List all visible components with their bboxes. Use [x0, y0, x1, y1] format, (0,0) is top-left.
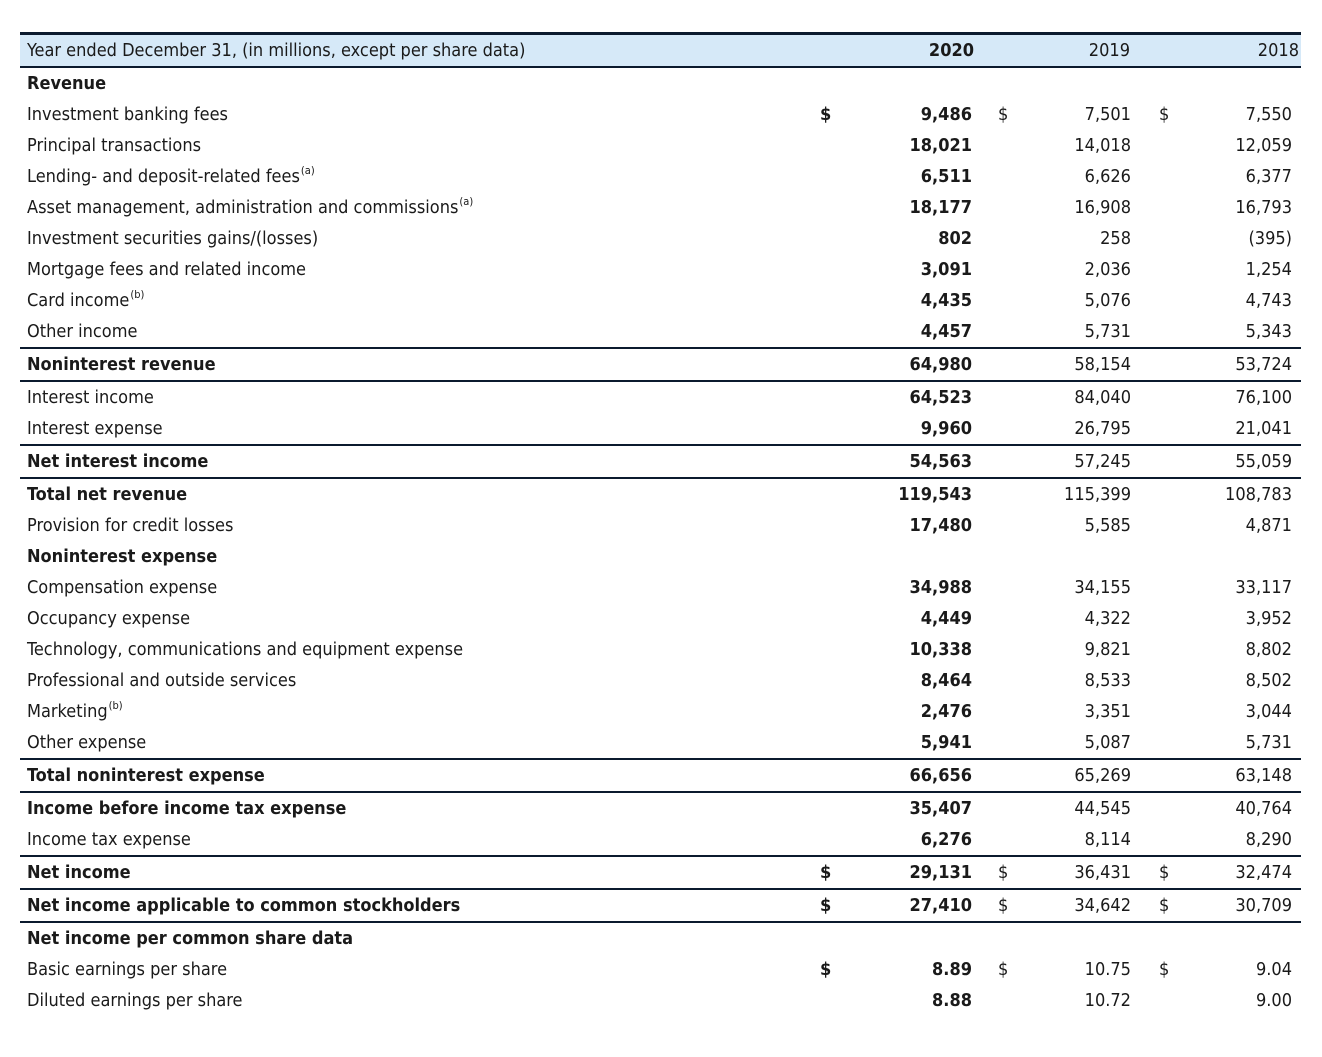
row-label-text: Technology, communications and equipment expense: [27, 639, 464, 660]
table-row: [20, 603, 1301, 634]
dollar-sign: [1133, 759, 1173, 792]
value-2018: 21,041: [1173, 413, 1301, 445]
dollar-sign: $: [998, 959, 1009, 980]
value-2019: 57,245: [1018, 445, 1133, 478]
row-label-text: Occupancy expense: [27, 608, 191, 629]
row-label-interest-income: [20, 381, 820, 413]
value-2020: 4,449: [920, 608, 972, 629]
row-label-card-income: [20, 285, 820, 316]
dollar-sign: [1133, 727, 1173, 759]
value-2018: [1173, 541, 1301, 572]
value-2020: 8,464: [920, 670, 972, 691]
dollar-sign: [820, 727, 860, 759]
value-2019: 115,399: [1064, 484, 1131, 505]
dollar-sign: [974, 922, 1018, 954]
dollar-sign: [820, 67, 860, 99]
dollar-sign: [1133, 696, 1173, 727]
dollar-sign: [820, 223, 860, 254]
row-label-text: Total noninterest expense: [27, 765, 265, 786]
row-label-text: Compensation expense: [27, 577, 218, 598]
footnote-marker: (b): [130, 288, 145, 301]
dollar-sign: $: [1159, 959, 1170, 980]
value-2020: 8.88: [932, 990, 972, 1011]
table-row: [20, 67, 1301, 99]
dollar-sign: [820, 478, 860, 510]
dollar-sign: [1133, 985, 1173, 1016]
value-2018: [1173, 67, 1301, 99]
table-row: [20, 99, 1301, 130]
value-2018: 40,764: [1235, 798, 1292, 819]
value-2019: 10.72: [1084, 990, 1131, 1011]
value-2019: 6,626: [1084, 166, 1131, 187]
dollar-sign: [974, 254, 1018, 285]
value-2020: 10,338: [909, 639, 972, 660]
row-label-text: Principal transactions: [27, 135, 202, 156]
dollar-sign: [1133, 348, 1173, 381]
value-2018: 33,117: [1235, 577, 1292, 598]
footnote-marker: (b): [108, 699, 123, 712]
row-label-noninterest-expense: [20, 541, 820, 572]
table-row: [20, 316, 1301, 348]
value-2020: 8.89: [932, 959, 972, 980]
value-2018: 8,502: [1245, 670, 1292, 691]
value-2018: 4,743: [1245, 290, 1292, 311]
value-2018: 5,731: [1173, 727, 1301, 759]
value-2019: 4,322: [1084, 608, 1131, 629]
value-2020: [860, 541, 974, 572]
value-2018: 30,709: [1173, 889, 1301, 922]
income-statement-table: [20, 32, 1301, 1016]
row-label-text: Other expense: [27, 732, 147, 753]
value-2019: 258: [1100, 228, 1131, 249]
value-2020: 17,480: [909, 515, 972, 536]
dollar-sign: [974, 316, 1018, 348]
dollar-sign: [1133, 223, 1173, 254]
table-row: [20, 665, 1301, 696]
row-label-text: Interest income: [27, 387, 154, 408]
value-2019: 36,431: [1018, 856, 1133, 889]
table-row: [20, 856, 1301, 889]
value-2019: 10.75: [1084, 959, 1131, 980]
row-label-technology-communications-and-equipment-expense: [20, 634, 820, 665]
row-label-other-expense: [20, 727, 820, 759]
dollar-sign: [820, 665, 860, 696]
dollar-sign: $: [1133, 856, 1173, 889]
row-label-total-net-revenue: [20, 478, 820, 510]
table-row: [20, 541, 1301, 572]
row-label-revenue: [20, 67, 820, 99]
dollar-sign: [1133, 665, 1173, 696]
table-row: [20, 285, 1301, 316]
row-label-net-interest-income: [20, 445, 820, 478]
table-row: [20, 192, 1301, 223]
value-2018: 6,377: [1245, 166, 1292, 187]
dollar-sign: [1133, 792, 1173, 824]
row-label-asset-management-administration-and-commissions: [20, 192, 820, 223]
table-row: [20, 478, 1301, 510]
header-year-2018: 2018: [1173, 34, 1301, 68]
dollar-sign: $: [1133, 889, 1173, 922]
row-label-net-income-per-common-share-data: [20, 922, 820, 954]
value-2019: [1018, 922, 1133, 954]
row-label-text: Income tax expense: [27, 829, 191, 850]
table-row: [20, 510, 1301, 541]
value-2019: 2,036: [1084, 259, 1131, 280]
dollar-sign: [974, 696, 1018, 727]
value-2018: 8,290: [1173, 824, 1301, 856]
row-label-diluted-earnings-per-share: [20, 985, 820, 1016]
dollar-sign: $: [974, 889, 1018, 922]
value-2018: 5,343: [1173, 316, 1301, 348]
dollar-sign: [974, 572, 1018, 603]
table-row: [20, 954, 1301, 985]
dollar-sign: [1133, 541, 1173, 572]
table-row: [20, 348, 1301, 381]
row-label-text: Professional and outside services: [27, 670, 297, 691]
row-label-noninterest-revenue: [20, 348, 820, 381]
value-2020: 64,980: [860, 348, 974, 381]
dollar-sign: [820, 192, 860, 223]
table-row: [20, 759, 1301, 792]
value-2019: 5,731: [1018, 316, 1133, 348]
row-label-other-income: [20, 316, 820, 348]
dollar-sign: [974, 67, 1018, 99]
value-2018: 32,474: [1173, 856, 1301, 889]
value-2018: 3,044: [1245, 701, 1292, 722]
dollar-sign: [1133, 603, 1173, 634]
row-label-net-income: [20, 856, 820, 889]
row-label-text: Diluted earnings per share: [27, 990, 243, 1011]
value-2020: 64,523: [909, 387, 972, 408]
value-2020: 18,021: [909, 135, 972, 156]
dollar-sign: $: [974, 856, 1018, 889]
value-2020: 27,410: [860, 889, 974, 922]
table-row: [20, 985, 1301, 1016]
value-2019: 8,533: [1084, 670, 1131, 691]
value-2018: 1,254: [1245, 259, 1292, 280]
dollar-sign: [974, 192, 1018, 223]
dollar-sign: [820, 572, 860, 603]
dollar-sign: [820, 130, 860, 161]
dollar-sign: [1133, 130, 1173, 161]
table-row: [20, 161, 1301, 192]
value-2020: 54,563: [860, 445, 974, 478]
row-label-income-tax-expense: [20, 824, 820, 856]
value-2018: 9.04: [1255, 959, 1292, 980]
dollar-sign: [820, 413, 860, 445]
dollar-sign: [820, 922, 860, 954]
dollar-sign: [820, 254, 860, 285]
dollar-sign: [820, 348, 860, 381]
dollar-sign: [974, 510, 1018, 541]
value-2020: 34,988: [909, 577, 972, 598]
dollar-sign: [1133, 510, 1173, 541]
dollar-sign: [820, 634, 860, 665]
dollar-sign: [974, 541, 1018, 572]
dollar-sign: [974, 445, 1018, 478]
value-2019: 3,351: [1084, 701, 1131, 722]
value-2020: 29,131: [860, 856, 974, 889]
dollar-sign: $: [820, 959, 832, 980]
dollar-sign: [1133, 634, 1173, 665]
value-2020: 119,543: [898, 484, 972, 505]
value-2018: 53,724: [1173, 348, 1301, 381]
dollar-sign: [974, 634, 1018, 665]
header-year-2020: 2020: [860, 34, 974, 68]
table-row: [20, 696, 1301, 727]
dollar-sign: [974, 413, 1018, 445]
row-label-basic-earnings-per-share: [20, 954, 820, 985]
row-label-net-income-applicable-to-common-stockholders: [20, 889, 820, 922]
dollar-sign: [1133, 192, 1173, 223]
dollar-sign: [1133, 445, 1173, 478]
dollar-sign: [820, 985, 860, 1016]
dollar-sign: [820, 285, 860, 316]
value-2020: [860, 922, 974, 954]
dollar-sign: $: [820, 889, 860, 922]
value-2018: [1173, 922, 1301, 954]
table-header-row: [20, 34, 1301, 68]
value-2018: 4,871: [1245, 515, 1292, 536]
value-2019: [1018, 67, 1133, 99]
value-2020: 35,407: [909, 798, 972, 819]
table-row: [20, 130, 1301, 161]
row-label-mortgage-fees-and-related-income: [20, 254, 820, 285]
value-2020: 66,656: [860, 759, 974, 792]
table-row: [20, 254, 1301, 285]
value-2020: 9,486: [920, 104, 972, 125]
row-label-text: Net income applicable to common stockholders: [27, 895, 461, 916]
value-2019: 5,585: [1084, 515, 1131, 536]
dollar-sign: [974, 161, 1018, 192]
dollar-sign: [820, 792, 860, 824]
value-2020: [860, 67, 974, 99]
dollar-sign: [820, 759, 860, 792]
value-2020: 6,511: [920, 166, 972, 187]
dollar-sign: [974, 381, 1018, 413]
dollar-sign: [820, 445, 860, 478]
row-label-provision-for-credit-losses: [20, 510, 820, 541]
row-label-investment-securities-gains-losses: [20, 223, 820, 254]
value-2019: [1018, 541, 1133, 572]
value-2018: (395): [1248, 228, 1292, 249]
value-2018: 7,550: [1245, 104, 1292, 125]
dollar-sign: [1133, 824, 1173, 856]
dollar-sign: [1133, 254, 1173, 285]
row-label-text: Net income: [27, 862, 131, 883]
row-label-text: Noninterest revenue: [27, 354, 216, 375]
table-row: [20, 727, 1301, 759]
value-2019: 26,795: [1018, 413, 1133, 445]
value-2019: 5,087: [1018, 727, 1133, 759]
value-2018: 3,952: [1245, 608, 1292, 629]
value-2020: 18,177: [909, 197, 972, 218]
row-label-text: Total net revenue: [27, 484, 188, 505]
value-2018: 8,802: [1245, 639, 1292, 660]
dollar-sign: [974, 824, 1018, 856]
value-2019: 9,821: [1084, 639, 1131, 660]
row-label-text: Basic earnings per share: [27, 959, 228, 980]
row-label-marketing: [20, 696, 820, 727]
value-2018: 108,783: [1225, 484, 1292, 505]
row-label-text: Asset management, administration and commissions: [27, 197, 459, 218]
row-label-total-noninterest-expense: [20, 759, 820, 792]
value-2019: 8,114: [1018, 824, 1133, 856]
value-2019: 58,154: [1018, 348, 1133, 381]
table-row: [20, 381, 1301, 413]
dollar-sign: [820, 161, 860, 192]
dollar-sign: $: [820, 104, 832, 125]
header-year-2019: 2019: [1018, 34, 1133, 68]
value-2019: 34,642: [1018, 889, 1133, 922]
value-2019: 16,908: [1074, 197, 1131, 218]
dollar-sign: [974, 348, 1018, 381]
dollar-sign: $: [820, 856, 860, 889]
row-label-occupancy-expense: [20, 603, 820, 634]
table-row: [20, 824, 1301, 856]
dollar-sign: [820, 824, 860, 856]
dollar-sign: [820, 316, 860, 348]
row-label-text: Interest expense: [27, 418, 163, 439]
dollar-sign: [1133, 478, 1173, 510]
dollar-sign: [820, 696, 860, 727]
value-2020: 5,941: [860, 727, 974, 759]
row-label-text: Income before income tax expense: [27, 798, 347, 819]
row-label-lending-and-deposit-related-fees: [20, 161, 820, 192]
table-row: [20, 922, 1301, 954]
dollar-sign: [820, 541, 860, 572]
dollar-sign: [1133, 285, 1173, 316]
value-2019: 44,545: [1074, 798, 1131, 819]
row-label-text: Provision for credit losses: [27, 515, 234, 536]
value-2019: 65,269: [1018, 759, 1133, 792]
dollar-sign: [974, 985, 1018, 1016]
row-label-text: Marketing: [27, 701, 108, 722]
table-row: [20, 572, 1301, 603]
row-label-text: Net income per common share data: [27, 928, 354, 949]
dollar-sign: [1133, 572, 1173, 603]
dollar-sign: [974, 727, 1018, 759]
dollar-sign: [1133, 161, 1173, 192]
table-row: [20, 889, 1301, 922]
dollar-sign: [1133, 922, 1173, 954]
dollar-sign: [974, 759, 1018, 792]
dollar-sign: [974, 603, 1018, 634]
value-2018: 63,148: [1173, 759, 1301, 792]
row-label-text: Card income: [27, 290, 130, 311]
value-2019: 5,076: [1084, 290, 1131, 311]
dollar-sign: [974, 792, 1018, 824]
row-label-text: Net interest income: [27, 451, 209, 472]
dollar-sign: [974, 478, 1018, 510]
row-label-text: Investment securities gains/(losses): [27, 228, 319, 249]
row-label-text: Noninterest expense: [27, 546, 218, 567]
value-2019: 14,018: [1074, 135, 1131, 156]
row-label-text: Lending- and deposit-related fees: [27, 166, 300, 187]
statement-body: [20, 67, 1301, 1016]
header-label: Year ended December 31, (in millions, except per share data): [20, 34, 820, 68]
value-2019: 7,501: [1084, 104, 1131, 125]
dollar-sign: [1133, 413, 1173, 445]
table-row: [20, 634, 1301, 665]
value-2020: 802: [938, 228, 972, 249]
row-label-investment-banking-fees: [20, 99, 820, 130]
dollar-sign: [1133, 316, 1173, 348]
value-2020: 3,091: [920, 259, 972, 280]
value-2020: 6,276: [860, 824, 974, 856]
row-label-text: Mortgage fees and related income: [27, 259, 306, 280]
dollar-sign: [820, 603, 860, 634]
value-2019: 34,155: [1074, 577, 1131, 598]
value-2020: 9,960: [860, 413, 974, 445]
row-label-text: Other income: [27, 321, 138, 342]
footnote-marker: (a): [459, 195, 474, 208]
dollar-sign: $: [1159, 104, 1170, 125]
value-2020: 4,435: [920, 290, 972, 311]
value-2018: 76,100: [1235, 387, 1292, 408]
row-label-income-before-income-tax-expense: [20, 792, 820, 824]
value-2018: 16,793: [1235, 197, 1292, 218]
table-row: [20, 413, 1301, 445]
row-label-compensation-expense: [20, 572, 820, 603]
dollar-sign: $: [998, 104, 1009, 125]
row-label-interest-expense: [20, 413, 820, 445]
dollar-sign: [974, 223, 1018, 254]
dollar-sign: [974, 285, 1018, 316]
value-2020: 2,476: [920, 701, 972, 722]
dollar-sign: [1133, 381, 1173, 413]
value-2018: 55,059: [1173, 445, 1301, 478]
row-label-text: Revenue: [27, 73, 107, 94]
dollar-sign: [974, 130, 1018, 161]
dollar-sign: [1133, 67, 1173, 99]
table-row: [20, 445, 1301, 478]
row-label-professional-and-outside-services: [20, 665, 820, 696]
value-2018: 12,059: [1235, 135, 1292, 156]
dollar-sign: [974, 665, 1018, 696]
value-2020: 4,457: [860, 316, 974, 348]
footnote-marker: (a): [300, 164, 315, 177]
value-2019: 84,040: [1074, 387, 1131, 408]
row-label-principal-transactions: [20, 130, 820, 161]
table-row: [20, 223, 1301, 254]
table-row: [20, 792, 1301, 824]
row-label-text: Investment banking fees: [27, 104, 228, 125]
value-2018: 9.00: [1255, 990, 1292, 1011]
dollar-sign: [820, 381, 860, 413]
dollar-sign: [820, 510, 860, 541]
